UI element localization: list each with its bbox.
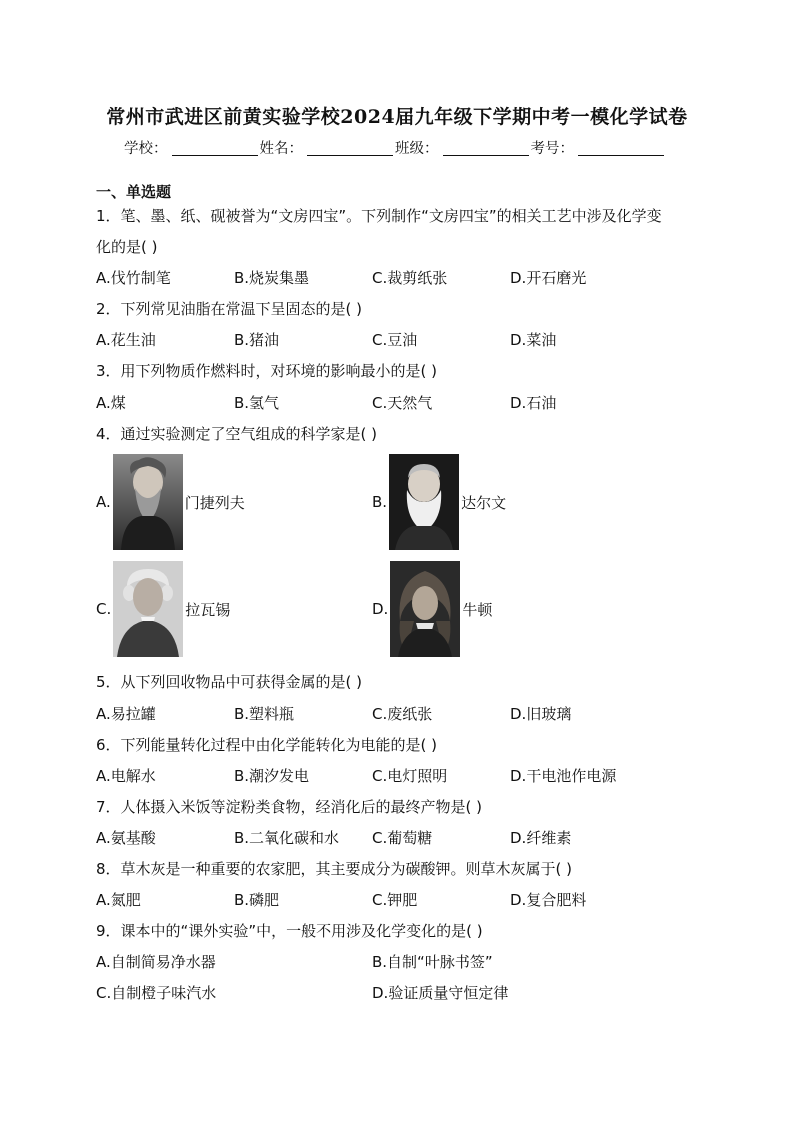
question-6-option-a: A.电解水 (96, 767, 156, 785)
question-1-option-c: C.裁剪纸张 (372, 269, 448, 287)
question-8-stem: 8．草木灰是一种重要的农家肥，其主要成分为碳酸钾。则草木灰属于( ) (96, 860, 573, 878)
question-8-options (96, 889, 696, 911)
option-letter: A. (96, 493, 111, 511)
school-blank (172, 139, 258, 156)
question-4-options-row-1 (96, 454, 696, 550)
option-name: 达尔文 (461, 493, 507, 512)
question-4-option-b (372, 454, 506, 550)
question-1-stem-line-1: 1．笔、墨、纸、砚被誉为“文房四宝”。下列制作“文房四宝”的相关工艺中涉及化学变 (96, 207, 662, 225)
question-9-option-b: B.自制“叶脉书签” (372, 953, 493, 971)
newton-portrait-icon (390, 561, 460, 657)
question-3-option-b: B.氢气 (234, 394, 280, 412)
question-8-option-d: D.复合肥料 (510, 891, 587, 909)
school-label: 学校： (124, 141, 168, 157)
question-7-options (96, 827, 696, 849)
section-title: 一、单选题 (96, 183, 172, 201)
question-7-option-c: C.葡萄糖 (372, 829, 433, 847)
question-9-stem: 9．课本中的“课外实验”中，一般不用涉及化学变化的是( ) (96, 922, 483, 940)
question-7-option-d: D.纤维素 (510, 829, 572, 847)
question-6-option-b: B.潮汐发电 (234, 767, 310, 785)
question-6-options (96, 765, 696, 787)
question-3-option-d: D.石油 (510, 394, 557, 412)
question-9-options-row-2 (96, 982, 696, 1004)
question-5-options (96, 703, 696, 725)
option-name: 牛顿 (462, 600, 493, 619)
name-blank (307, 139, 393, 156)
question-8-option-c: C.钾肥 (372, 891, 418, 909)
question-3-option-a: A.煤 (96, 394, 126, 412)
question-7-option-a: A.氨基酸 (96, 829, 156, 847)
option-name: 门捷列夫 (184, 493, 245, 512)
question-2-options (96, 329, 696, 351)
question-6-stem: 6．下列能量转化过程中由化学能转化为电能的是( ) (96, 736, 438, 754)
question-9-option-d: D.验证质量守恒定律 (372, 984, 509, 1002)
question-7-option-b: B.二氧化碳和水 (234, 829, 340, 847)
class-blank (443, 139, 529, 156)
option-letter: B. (372, 493, 388, 511)
class-label: 班级： (395, 141, 439, 157)
question-1-option-a: A.伐竹制笔 (96, 269, 171, 287)
student-info-line (124, 137, 666, 158)
question-9-option-a: A.自制简易净水器 (96, 953, 216, 971)
question-1-option-d: D.开石磨光 (510, 269, 587, 287)
option-letter: C. (96, 600, 112, 618)
option-name: 拉瓦锡 (185, 600, 231, 619)
question-2-stem: 2．下列常见油脂在常温下呈固态的是( ) (96, 300, 363, 318)
question-8-option-b: B.磷肥 (234, 891, 280, 909)
question-2-option-c: C.豆油 (372, 331, 418, 349)
option-letter: D. (372, 600, 389, 618)
question-1-stem-line-2: 化的是( ) (96, 238, 158, 256)
question-5-option-d: D.旧玻璃 (510, 705, 572, 723)
question-3-option-c: C.天然气 (372, 394, 433, 412)
question-9-options-row-1 (96, 951, 696, 973)
question-5-option-a: A.易拉罐 (96, 705, 156, 723)
question-2-option-a: A.花生油 (96, 331, 156, 349)
question-7-stem: 7．人体摄入米饭等淀粉类食物，经消化后的最终产物是( ) (96, 798, 483, 816)
exam-number-blank (578, 139, 664, 156)
question-9-option-c: C.自制橙子味汽水 (96, 984, 217, 1002)
question-4-options-row-2 (96, 561, 696, 657)
lavoisier-portrait-icon (113, 561, 183, 657)
question-1-option-b: B.烧炭集墨 (234, 269, 310, 287)
question-3-stem: 3．用下列物质作燃料时，对环境的影响最小的是( ) (96, 362, 438, 380)
question-4-option-c (96, 561, 230, 657)
mendeleev-portrait-icon (113, 454, 183, 550)
question-3-options (96, 392, 696, 414)
question-2-option-d: D.菜油 (510, 331, 557, 349)
question-6-option-d: D.干电池作电源 (510, 767, 617, 785)
question-5-option-b: B.塑料瓶 (234, 705, 295, 723)
question-2-option-b: B.猪油 (234, 331, 280, 349)
question-8-option-a: A.氮肥 (96, 891, 141, 909)
question-4-option-a (96, 454, 245, 550)
question-5-option-c: C.废纸张 (372, 705, 433, 723)
question-4-stem: 4．通过实验测定了空气组成的科学家是( ) (96, 425, 378, 443)
exam-number-label: 考号： (530, 141, 574, 157)
question-6-option-c: C.电灯照明 (372, 767, 448, 785)
exam-title: 常州市武进区前黄实验学校2024届九年级下学期中考一模化学试卷 (106, 106, 688, 128)
darwin-portrait-icon (389, 454, 459, 550)
question-5-stem: 5．从下列回收物品中可获得金属的是( ) (96, 673, 363, 691)
name-label: 姓名： (259, 141, 303, 157)
question-1-options (96, 267, 696, 289)
question-4-option-d (372, 561, 492, 657)
